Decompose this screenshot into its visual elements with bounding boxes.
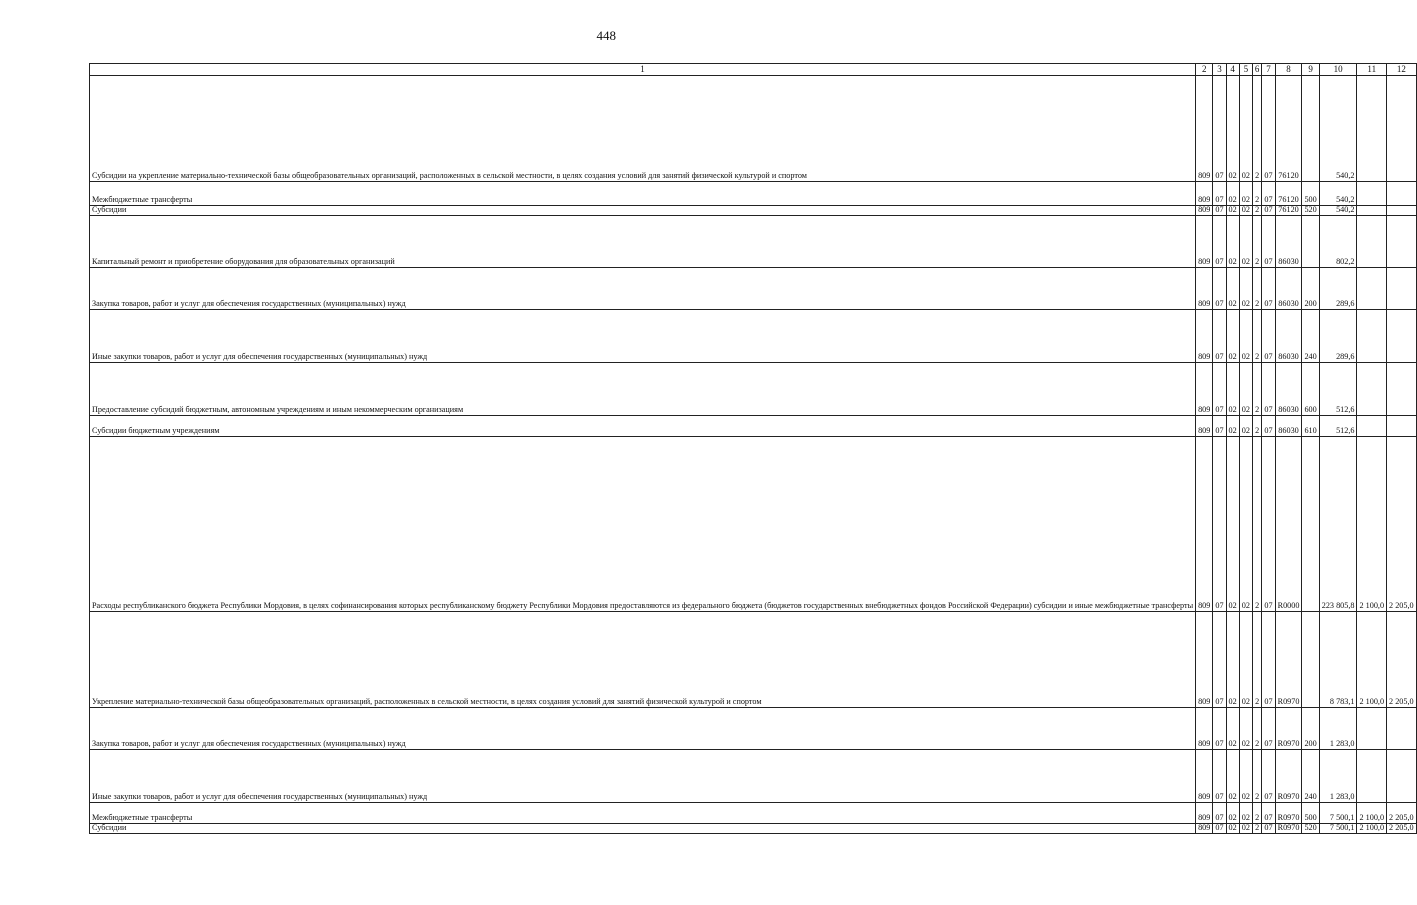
cell-col-5: 02 xyxy=(1239,437,1252,612)
row-name-cell: Иные закупки товаров, работ и услуг для обеспечения государственных (муниципальных) нужд xyxy=(90,310,1196,363)
cell-col-8: R0970 xyxy=(1275,824,1302,834)
cell-col-3: 07 xyxy=(1213,216,1226,268)
cell-col-7: 07 xyxy=(1262,437,1275,612)
cell-col-11: 2 100,0 xyxy=(1357,824,1387,834)
cell-col-11 xyxy=(1357,750,1387,803)
row-name-cell: Субсидии xyxy=(90,206,1196,216)
cell-col-5: 02 xyxy=(1239,750,1252,803)
cell-col-9: 240 xyxy=(1302,310,1319,363)
cell-col-5: 02 xyxy=(1239,363,1252,416)
table-row xyxy=(90,803,1417,824)
cell-col-12 xyxy=(1387,268,1417,310)
cell-col-12 xyxy=(1387,310,1417,363)
cell-col-8: R0970 xyxy=(1275,612,1302,708)
cell-col-12: 2 205,0 xyxy=(1387,803,1417,824)
cell-col-3: 07 xyxy=(1213,803,1226,824)
cell-col-7: 07 xyxy=(1262,824,1275,834)
table-row xyxy=(90,612,1417,708)
row-name-cell: Предоставление субсидий бюджетным, автономным учреждениям и иным некоммерческим организациям xyxy=(90,363,1196,416)
cell-col-2: 809 xyxy=(1196,363,1213,416)
cell-col-3: 07 xyxy=(1213,310,1226,363)
cell-col-8: 86030 xyxy=(1275,363,1302,416)
cell-col-10: 7 500,1 xyxy=(1319,824,1357,834)
cell-col-6: 2 xyxy=(1252,182,1262,206)
row-name-cell: Капитальный ремонт и приобретение оборудования для образовательных организаций xyxy=(90,216,1196,268)
cell-col-8: R0000 xyxy=(1275,437,1302,612)
cell-col-11 xyxy=(1357,76,1387,182)
cell-col-4: 02 xyxy=(1226,182,1239,206)
cell-col-9: 200 xyxy=(1302,268,1319,310)
cell-col-8: 76120 xyxy=(1275,206,1302,216)
cell-col-11 xyxy=(1357,416,1387,437)
cell-col-3: 07 xyxy=(1213,182,1226,206)
cell-col-8: 76120 xyxy=(1275,182,1302,206)
page-number: 448 xyxy=(596,28,616,43)
budget-table xyxy=(89,63,1417,834)
cell-col-2: 809 xyxy=(1196,206,1213,216)
cell-col-6: 2 xyxy=(1252,824,1262,834)
row-name-cell: Закупка товаров, работ и услуг для обеспечения государственных (муниципальных) нужд xyxy=(90,708,1196,750)
cell-col-4: 02 xyxy=(1226,310,1239,363)
cell-col-10: 223 805,8 xyxy=(1319,437,1357,612)
cell-col-2: 809 xyxy=(1196,803,1213,824)
table-row xyxy=(90,363,1417,416)
cell-col-8: R0970 xyxy=(1275,750,1302,803)
col-header-12: 12 xyxy=(1387,64,1417,76)
cell-col-7: 07 xyxy=(1262,216,1275,268)
cell-col-7: 07 xyxy=(1262,206,1275,216)
cell-col-2: 809 xyxy=(1196,310,1213,363)
cell-col-9: 240 xyxy=(1302,750,1319,803)
cell-col-2: 809 xyxy=(1196,76,1213,182)
cell-col-11: 2 100,0 xyxy=(1357,612,1387,708)
cell-col-6: 2 xyxy=(1252,750,1262,803)
table-row xyxy=(90,750,1417,803)
cell-col-9 xyxy=(1302,437,1319,612)
cell-col-8: R0970 xyxy=(1275,803,1302,824)
cell-col-12 xyxy=(1387,216,1417,268)
cell-col-10: 512,6 xyxy=(1319,416,1357,437)
cell-col-12: 2 205,0 xyxy=(1387,437,1417,612)
cell-col-12: 2 205,0 xyxy=(1387,612,1417,708)
table-row xyxy=(90,268,1417,310)
row-name-cell: Субсидии на укрепление материально-технической базы общеобразовательных организаций, расположенных в сельской местности, в целях создания условий для занятий физической культурой и спортом xyxy=(90,76,1196,182)
col-header-5: 5 xyxy=(1239,64,1252,76)
cell-col-5: 02 xyxy=(1239,76,1252,182)
col-header-7: 7 xyxy=(1262,64,1275,76)
table-row xyxy=(90,708,1417,750)
cell-col-11 xyxy=(1357,310,1387,363)
cell-col-12 xyxy=(1387,206,1417,216)
row-name-cell: Субсидии xyxy=(90,824,1196,834)
cell-col-10: 802,2 xyxy=(1319,216,1357,268)
cell-col-7: 07 xyxy=(1262,612,1275,708)
table-row xyxy=(90,416,1417,437)
cell-col-5: 02 xyxy=(1239,708,1252,750)
cell-col-10: 540,2 xyxy=(1319,206,1357,216)
cell-col-7: 07 xyxy=(1262,363,1275,416)
cell-col-3: 07 xyxy=(1213,437,1226,612)
cell-col-8: 86030 xyxy=(1275,416,1302,437)
cell-col-12 xyxy=(1387,76,1417,182)
cell-col-4: 02 xyxy=(1226,612,1239,708)
cell-col-12 xyxy=(1387,416,1417,437)
col-header-1: 1 xyxy=(90,64,1196,76)
cell-col-2: 809 xyxy=(1196,750,1213,803)
cell-col-6: 2 xyxy=(1252,803,1262,824)
cell-col-9 xyxy=(1302,76,1319,182)
cell-col-4: 02 xyxy=(1226,76,1239,182)
cell-col-3: 07 xyxy=(1213,708,1226,750)
cell-col-6: 2 xyxy=(1252,612,1262,708)
cell-col-3: 07 xyxy=(1213,363,1226,416)
cell-col-4: 02 xyxy=(1226,708,1239,750)
cell-col-12 xyxy=(1387,182,1417,206)
table-row xyxy=(90,310,1417,363)
cell-col-10: 8 783,1 xyxy=(1319,612,1357,708)
table-row xyxy=(90,824,1417,834)
cell-col-8: 86030 xyxy=(1275,216,1302,268)
table-row xyxy=(90,437,1417,612)
cell-col-10: 1 283,0 xyxy=(1319,708,1357,750)
cell-col-4: 02 xyxy=(1226,824,1239,834)
cell-col-4: 02 xyxy=(1226,803,1239,824)
col-header-11: 11 xyxy=(1357,64,1387,76)
cell-col-4: 02 xyxy=(1226,206,1239,216)
row-name-cell: Межбюджетные трансферты xyxy=(90,182,1196,206)
cell-col-11 xyxy=(1357,216,1387,268)
cell-col-6: 2 xyxy=(1252,76,1262,182)
row-name-cell: Расходы республиканского бюджета Республики Мордовия, в целях софинансирования которых республиканскому бюджету Республики Мордовия предоставляются из федерального бюджета (бюджетов государственных внебюджетных фондов Российской Федерации) субсидии и иные межбюджетные трансферты xyxy=(90,437,1196,612)
cell-col-7: 07 xyxy=(1262,750,1275,803)
cell-col-6: 2 xyxy=(1252,310,1262,363)
cell-col-2: 809 xyxy=(1196,437,1213,612)
col-header-6: 6 xyxy=(1252,64,1262,76)
row-name-cell: Межбюджетные трансферты xyxy=(90,803,1196,824)
cell-col-12 xyxy=(1387,708,1417,750)
cell-col-11: 2 100,0 xyxy=(1357,803,1387,824)
cell-col-7: 07 xyxy=(1262,76,1275,182)
table-row xyxy=(90,206,1417,216)
cell-col-3: 07 xyxy=(1213,206,1226,216)
col-header-9: 9 xyxy=(1302,64,1319,76)
cell-col-4: 02 xyxy=(1226,416,1239,437)
cell-col-4: 02 xyxy=(1226,437,1239,612)
cell-col-8: 76120 xyxy=(1275,76,1302,182)
cell-col-9: 200 xyxy=(1302,708,1319,750)
cell-col-11 xyxy=(1357,268,1387,310)
cell-col-9: 500 xyxy=(1302,803,1319,824)
cell-col-9: 520 xyxy=(1302,824,1319,834)
header-row xyxy=(90,64,1417,76)
cell-col-11 xyxy=(1357,363,1387,416)
cell-col-5: 02 xyxy=(1239,206,1252,216)
cell-col-7: 07 xyxy=(1262,182,1275,206)
cell-col-2: 809 xyxy=(1196,416,1213,437)
cell-col-8: 86030 xyxy=(1275,268,1302,310)
cell-col-7: 07 xyxy=(1262,310,1275,363)
cell-col-11 xyxy=(1357,708,1387,750)
cell-col-2: 809 xyxy=(1196,708,1213,750)
cell-col-12 xyxy=(1387,363,1417,416)
row-name-cell: Субсидии бюджетным учреждениям xyxy=(90,416,1196,437)
cell-col-5: 02 xyxy=(1239,824,1252,834)
cell-col-7: 07 xyxy=(1262,268,1275,310)
row-name-cell: Иные закупки товаров, работ и услуг для обеспечения государственных (муниципальных) нужд xyxy=(90,750,1196,803)
cell-col-3: 07 xyxy=(1213,824,1226,834)
cell-col-10: 540,2 xyxy=(1319,182,1357,206)
cell-col-5: 02 xyxy=(1239,182,1252,206)
cell-col-8: R0970 xyxy=(1275,708,1302,750)
cell-col-2: 809 xyxy=(1196,216,1213,268)
cell-col-6: 2 xyxy=(1252,216,1262,268)
cell-col-6: 2 xyxy=(1252,268,1262,310)
cell-col-3: 07 xyxy=(1213,750,1226,803)
cell-col-3: 07 xyxy=(1213,416,1226,437)
cell-col-6: 2 xyxy=(1252,206,1262,216)
cell-col-9: 610 xyxy=(1302,416,1319,437)
cell-col-4: 02 xyxy=(1226,216,1239,268)
table-body xyxy=(90,76,1417,834)
cell-col-7: 07 xyxy=(1262,708,1275,750)
cell-col-8: 86030 xyxy=(1275,310,1302,363)
cell-col-11: 2 100,0 xyxy=(1357,437,1387,612)
cell-col-9 xyxy=(1302,612,1319,708)
cell-col-3: 07 xyxy=(1213,76,1226,182)
cell-col-6: 2 xyxy=(1252,363,1262,416)
row-name-cell: Укрепление материально-технической базы общеобразовательных организаций, расположенных в сельской местности, в целях создания условий для занятий физической культурой и спортом xyxy=(90,612,1196,708)
cell-col-5: 02 xyxy=(1239,612,1252,708)
table-row xyxy=(90,76,1417,182)
cell-col-5: 02 xyxy=(1239,310,1252,363)
cell-col-2: 809 xyxy=(1196,182,1213,206)
cell-col-9: 600 xyxy=(1302,363,1319,416)
cell-col-4: 02 xyxy=(1226,268,1239,310)
cell-col-4: 02 xyxy=(1226,750,1239,803)
cell-col-9: 500 xyxy=(1302,182,1319,206)
cell-col-3: 07 xyxy=(1213,612,1226,708)
cell-col-7: 07 xyxy=(1262,416,1275,437)
row-name-cell: Закупка товаров, работ и услуг для обеспечения государственных (муниципальных) нужд xyxy=(90,268,1196,310)
cell-col-9: 520 xyxy=(1302,206,1319,216)
cell-col-10: 289,6 xyxy=(1319,268,1357,310)
cell-col-2: 809 xyxy=(1196,268,1213,310)
col-header-2: 2 xyxy=(1196,64,1213,76)
col-header-8: 8 xyxy=(1275,64,1302,76)
cell-col-3: 07 xyxy=(1213,268,1226,310)
cell-col-5: 02 xyxy=(1239,216,1252,268)
cell-col-6: 2 xyxy=(1252,416,1262,437)
cell-col-10: 512,6 xyxy=(1319,363,1357,416)
cell-col-10: 289,6 xyxy=(1319,310,1357,363)
cell-col-5: 02 xyxy=(1239,416,1252,437)
col-header-10: 10 xyxy=(1319,64,1357,76)
cell-col-11 xyxy=(1357,206,1387,216)
table-row xyxy=(90,182,1417,206)
cell-col-6: 2 xyxy=(1252,437,1262,612)
cell-col-7: 07 xyxy=(1262,803,1275,824)
cell-col-2: 809 xyxy=(1196,612,1213,708)
cell-col-10: 540,2 xyxy=(1319,76,1357,182)
col-header-3: 3 xyxy=(1213,64,1226,76)
cell-col-5: 02 xyxy=(1239,803,1252,824)
col-header-4: 4 xyxy=(1226,64,1239,76)
table-row xyxy=(90,216,1417,268)
cell-col-2: 809 xyxy=(1196,824,1213,834)
cell-col-11 xyxy=(1357,182,1387,206)
cell-col-9 xyxy=(1302,216,1319,268)
cell-col-12: 2 205,0 xyxy=(1387,824,1417,834)
cell-col-5: 02 xyxy=(1239,268,1252,310)
cell-col-10: 7 500,1 xyxy=(1319,803,1357,824)
cell-col-6: 2 xyxy=(1252,708,1262,750)
cell-col-4: 02 xyxy=(1226,363,1239,416)
cell-col-12 xyxy=(1387,750,1417,803)
cell-col-10: 1 283,0 xyxy=(1319,750,1357,803)
